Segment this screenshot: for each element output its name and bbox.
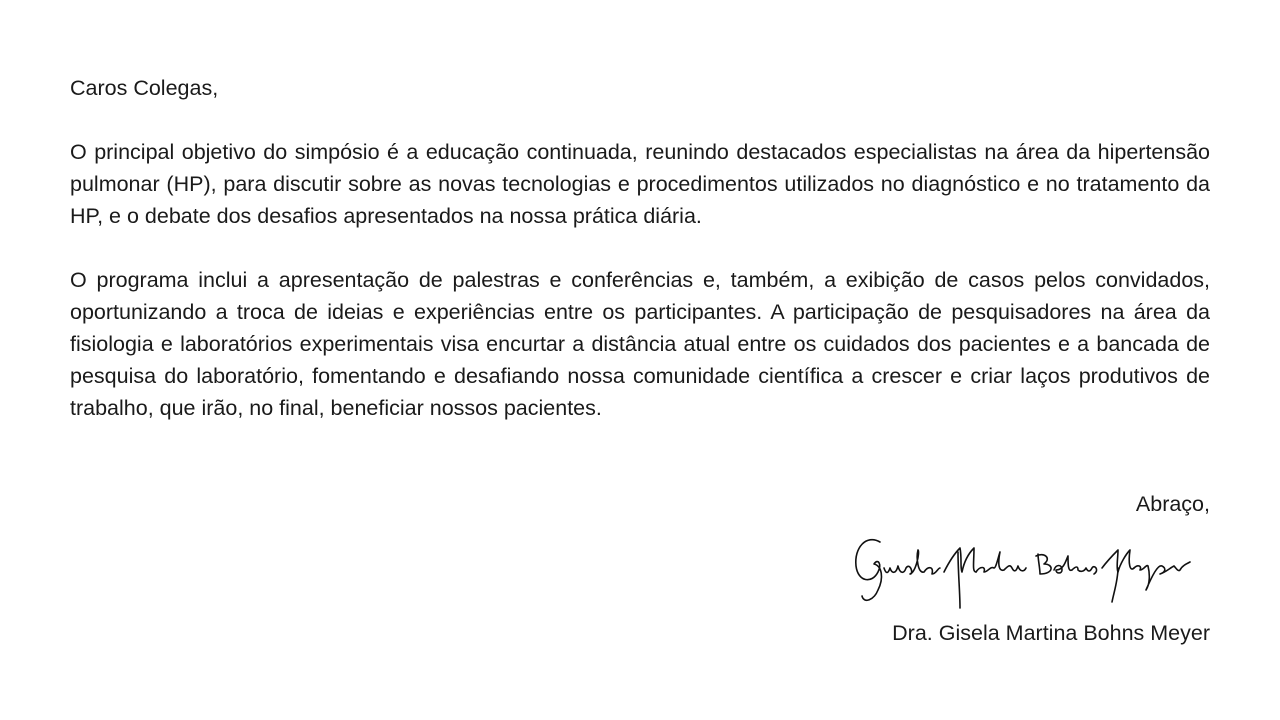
signer-name: Dra. Gisela Martina Bohns Meyer: [892, 621, 1210, 645]
handwritten-signature-icon: [848, 528, 1198, 612]
letter-paragraph-2: O programa inclui a apresentação de palestras e conferências e, também, a exibição de casos pelos convidados, oportunizando a troca de ideias e experiências entre os participantes. A participação de pesquisadores na área da fisiologia e laboratórios experimentais visa encurtar a distância atual entre os cuidados dos pacientes e a bancada de pesquisa do laboratório, fomentando e desafiando nossa comunidade científica a crescer e criar laços produtivos de trabalho, que irão, no final, beneficiar nossos pacientes.: [70, 268, 1210, 420]
letter-greeting: Caros Colegas,: [70, 76, 219, 100]
letter-body: [70, 72, 1210, 424]
letter-closing: Abraço,: [1135, 492, 1210, 516]
letter-paragraph-1: O principal objetivo do simpósio é a educação continuada, reunindo destacados especialistas na área da hipertensão pulmonar (HP), para discutir sobre as novas tecnologias e procedimentos utilizados no diagnóstico e no tratamento da HP, e o debate dos desafios apresentados na nossa prática diária.: [70, 140, 1210, 228]
